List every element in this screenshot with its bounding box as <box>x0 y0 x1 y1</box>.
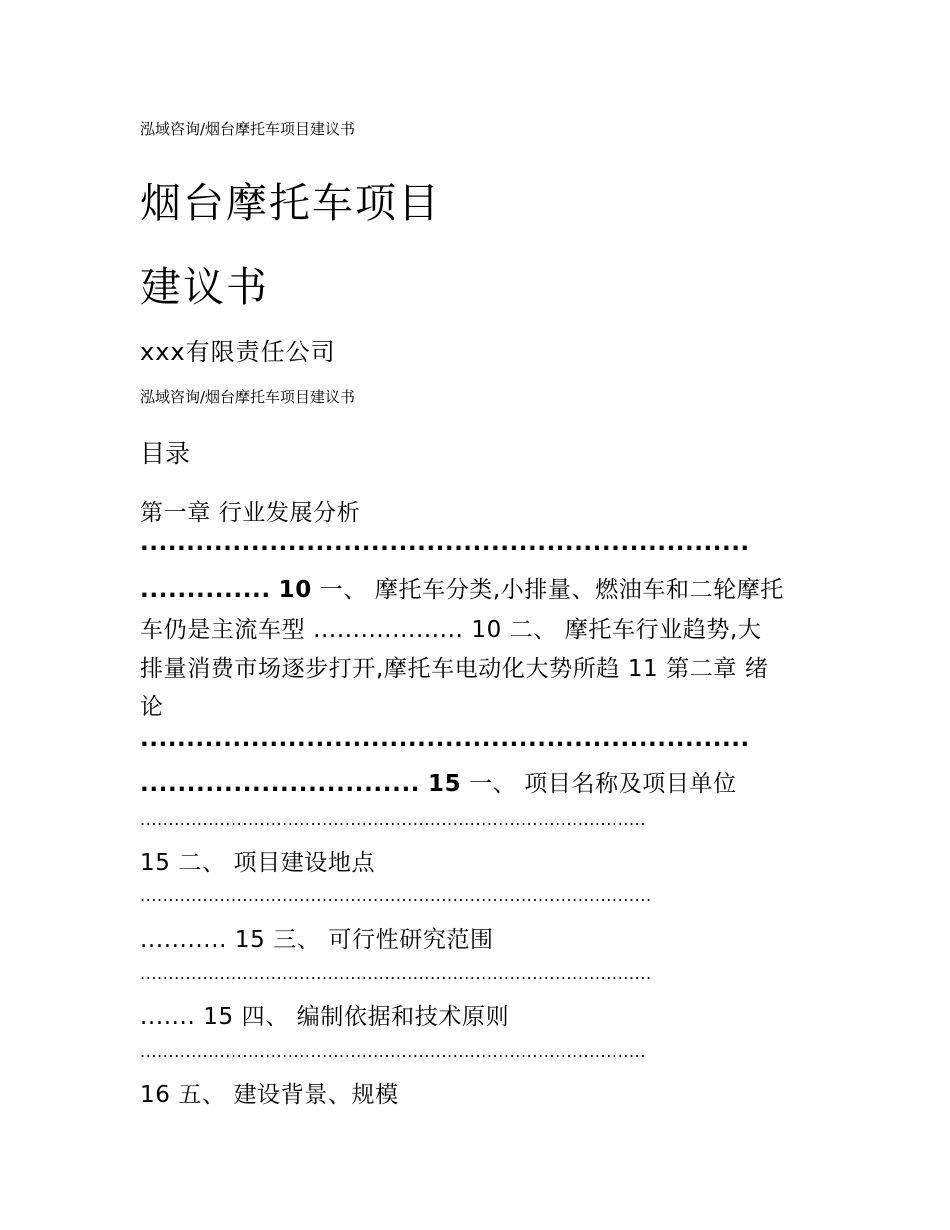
toc-title: 目录 <box>140 439 191 468</box>
toc-page-number: 10 <box>278 577 312 603</box>
toc-line: 15 二、 项目建设地点 <box>140 850 376 876</box>
toc-line: 车仍是主流车型 ................... 10 二、 摩托车行业趋势,大 <box>140 617 762 643</box>
toc-entry-text: 一、 摩托车分类,小排量、燃油车和二轮摩托 <box>311 577 785 603</box>
toc-dot-leader: .................................................................. <box>140 726 750 752</box>
document-title-line-1: 烟台摩托车项目 <box>140 179 441 227</box>
document-title-line-2: 建议书 <box>140 263 269 311</box>
toc-page-number: 15 <box>428 771 462 797</box>
toc-dot-leader: .......................................................................................... <box>140 886 652 905</box>
toc-line <box>140 571 784 604</box>
toc-dot-leader: .............................. <box>140 771 421 797</box>
toc-line <box>140 765 737 798</box>
toc-dot-leader: ......................................................................................... <box>140 810 647 829</box>
toc-line: 论 <box>140 694 164 720</box>
running-header-2: 泓域咨询/烟台摩托车项目建议书 <box>140 388 356 406</box>
toc-chapter-1: 第一章 行业发展分析 <box>140 500 361 526</box>
toc-line: 排量消费市场逐步打开,摩托车电动化大势所趋 11 第二章 绪 <box>140 656 769 682</box>
toc-line: 16 五、 建设背景、规模 <box>140 1082 399 1108</box>
toc-line: ....... 15 四、 编制依据和技术原则 <box>140 1004 510 1030</box>
toc-dot-leader: ......................................................................................... <box>140 1042 647 1061</box>
toc-dot-leader: .......................................................................................... <box>140 964 652 983</box>
company-name: xxx有限责任公司 <box>140 338 336 366</box>
toc-line: ........... 15 三、 可行性研究范围 <box>140 927 494 953</box>
toc-dot-leader: .................................................................. <box>140 530 750 556</box>
toc-entry-text: 一、 项目名称及项目单位 <box>461 771 737 797</box>
running-header: 泓域咨询/烟台摩托车项目建议书 <box>140 120 356 138</box>
toc-dot-leader: .............. <box>140 577 271 603</box>
